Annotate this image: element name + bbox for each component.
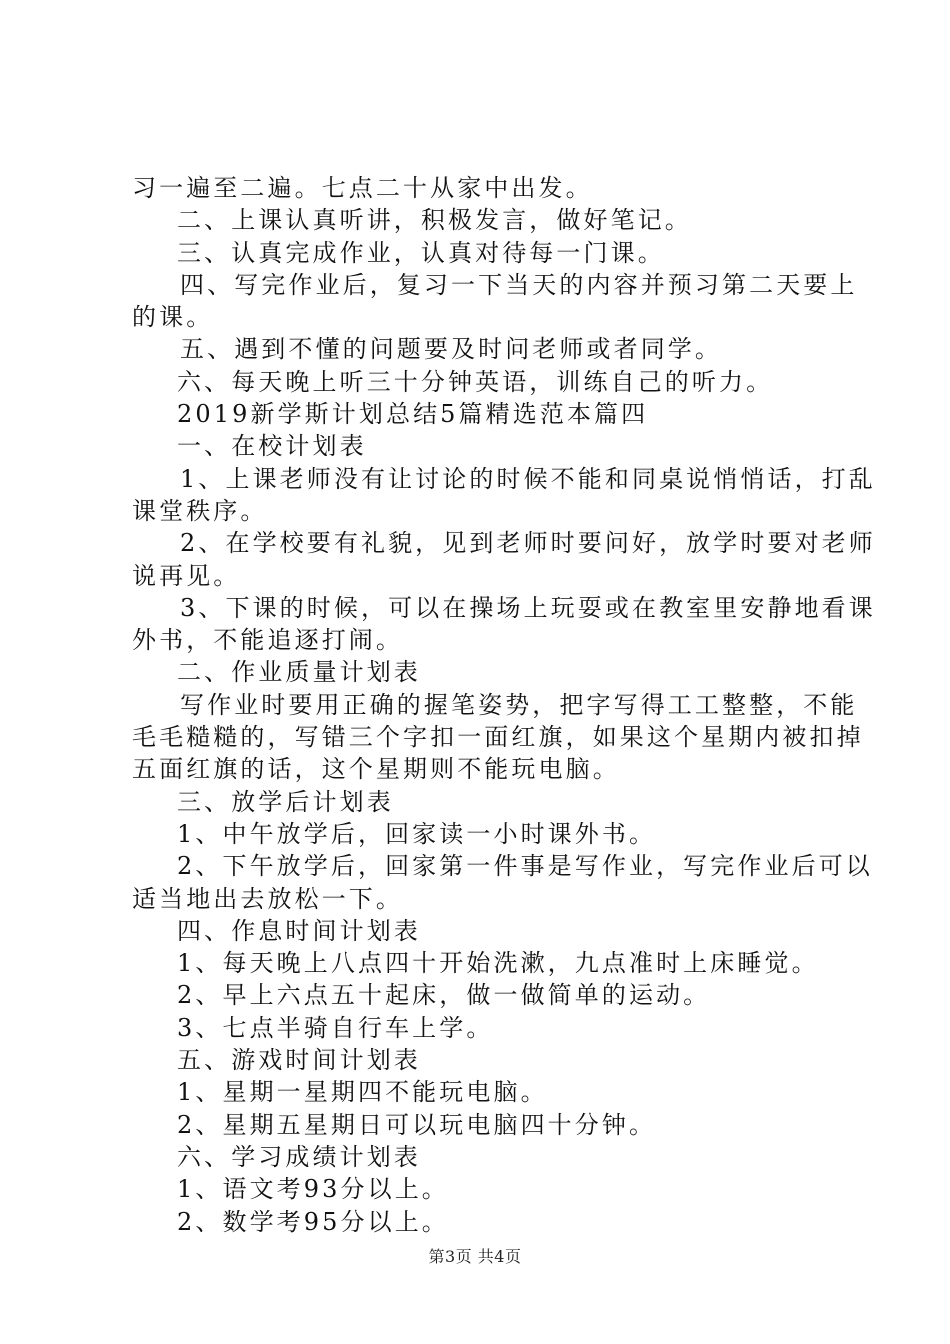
section-heading: 六、学习成绩计划表: [177, 1142, 421, 1171]
paragraph-line: 四、写完作业后，复习一下当天的内容并预习第二天要上: [180, 270, 858, 299]
paragraph-line: 说再见。: [132, 561, 241, 590]
paragraph-line: 毛毛糙糙的，写错三个字扣一面红旗，如果这个星期内被扣掉: [132, 723, 864, 752]
paragraph-line: 3、下课的时候，可以在操场上玩耍或在教室里安静地看课: [180, 593, 876, 622]
section-title: 2019新学斯计划总结5篇精选范本篇四: [177, 400, 649, 429]
paragraph-line: 2、数学考95分以上。: [177, 1207, 449, 1236]
section-heading: 三、放学后计划表: [177, 787, 394, 816]
section-heading: 二、作业质量计划表: [177, 658, 421, 687]
paragraph-line: 1、星期一星期四不能玩电脑。: [177, 1078, 548, 1107]
paragraph-line: 五、遇到不懂的问题要及时问老师或者同学。: [180, 335, 722, 364]
paragraph-line: 六、每天晚上听三十分钟英语，训练自己的听力。: [177, 367, 774, 396]
paragraph-line: 2、在学校要有礼貌，见到老师时要问好，放学时要对老师: [180, 529, 876, 558]
page-footer: 第3页 共4页: [428, 1247, 522, 1266]
paragraph-line: 写作业时要用正确的握笔姿势，把字写得工工整整，不能: [180, 690, 858, 719]
paragraph-line: 三、认真完成作业，认真对待每一门课。: [177, 238, 665, 267]
section-heading: 四、作息时间计划表: [177, 916, 421, 945]
paragraph-line: 2、早上六点五十起床，做一做简单的运动。: [177, 981, 711, 1010]
paragraph-line: 课堂秩序。: [132, 496, 268, 525]
paragraph-line: 3、七点半骑自行车上学。: [177, 1013, 494, 1042]
paragraph-line: 1、中午放学后，回家读一小时课外书。: [177, 819, 657, 848]
paragraph-line: 2、星期五星期日可以玩电脑四十分钟。: [177, 1110, 657, 1139]
paragraph-line: 五面红旗的话，这个星期则不能玩电脑。: [132, 755, 620, 784]
section-heading: 五、游戏时间计划表: [177, 1046, 421, 1075]
paragraph-line: 2、下午放学后，回家第一件事是写作业，写完作业后可以: [177, 852, 873, 881]
paragraph-line: 适当地出去放松一下。: [132, 884, 403, 913]
paragraph-line: 1、上课老师没有让讨论的时候不能和同桌说悄悄话，打乱: [180, 464, 876, 493]
paragraph-line: 习一遍至二遍。七点二十从家中出发。: [132, 174, 593, 202]
document-body: [132, 172, 876, 1238]
paragraph-line: 1、每天晚上八点四十开始洗漱，九点准时上床睡觉。: [177, 949, 819, 978]
paragraph-line: 外书，不能追逐打闹。: [132, 626, 403, 655]
section-heading: 一、在校计划表: [177, 432, 367, 461]
paragraph-line: 二、上课认真听讲，积极发言，做好笔记。: [177, 206, 692, 235]
paragraph-line: 的课。: [132, 303, 214, 332]
paragraph-line: 1、语文考93分以上。: [177, 1175, 449, 1204]
